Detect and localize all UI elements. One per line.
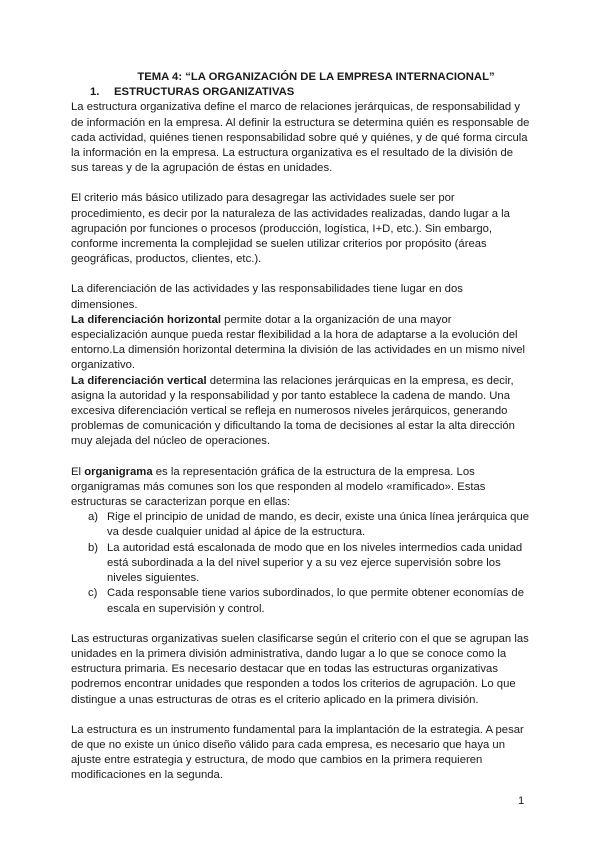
list-marker: c) [88,587,98,600]
text-horizontal: permite dotar a la organización de una mayor especialización aunque pueda restar flexibilidad a la hora de adaptarse a la evolución del entorno.La dimensión horizontal determina la división de las actividades en un mismo nivel organizativo. [71,313,526,372]
list-item-text: Cada responsable tiene varios subordinados, lo que permite obtener economías de escala en supervisión y control. [107,587,524,615]
paragraph-dimensions: La diferenciación de las actividades y las responsabilidades tiene lugar en dos dimensiones. [71,283,463,311]
list-item [71,510,531,540]
section-heading [71,85,531,100]
page-content [71,70,531,784]
page-number: 1 [518,795,525,807]
section-number: 1. [90,86,100,99]
term-horizontal: La diferenciación horizontal [71,313,222,326]
characteristics-list [71,510,531,616]
paragraph-definition: La estructura organizativa define el marco de relaciones jerárquicas, de responsabilidad y de información en la empresa. Al definir la estructura se determina quién es responsable de cada actividad, quiénes tienen responsabilidad sobre qué y quiénes, y de qué forma circula la información en la empresa. La estructura organizativa es el resultado de la división de sus tareas y de la agrupación de éstas en unidades. [71,101,530,175]
list-marker: b) [88,541,99,554]
list-item [71,541,531,587]
paragraph-criteria: El criterio más básico utilizado para desagregar las actividades suele ser por procedimiento, es decir por la naturaleza de las actividades realizadas, dando lugar a la agrupación por funciones o procesos (producción, logística, I+D, etc.). Sin embargo, conforme incrementa la complejidad se suelen utilizar criterios por propósito (áreas geográficas, productos, clientes, etc.). [71,192,510,266]
text-organigrama-start: El [71,465,85,478]
paragraph-horizontal [71,313,531,374]
list-item-text: Rige el principio de unidad de mando, es decir, existe una única línea jerárquica que va desde cualquier unidad al ápice de la estructura. [107,511,530,539]
term-vertical: La diferenciación vertical [71,374,207,387]
paragraph-organigrama [71,465,531,511]
section-title: ESTRUCTURAS ORGANIZATIVAS [114,86,295,99]
document-title: TEMA 4: “LA ORGANIZACIÓN DE LA EMPRESA INTERNACIONAL” [137,71,495,83]
text-vertical: determina las relaciones jerárquicas en la empresa, es decir, asigna la autoridad y la responsabilidad y por tanto establece la cadena de mando. Una excesiva diferenciación vertical se refleja en numerosos niveles jerárquicos, generando problemas de comunicación y dificultando la toma de decisiones al estar la alta dirección muy alejada del núcleo de operaciones. [71,374,515,448]
list-marker: a) [88,511,99,524]
paragraph-classification: Las estructuras organizativas suelen clasificarse según el criterio con el que se agrupan las unidades en la primera división administrativa, dando lugar a lo que se conoce como la estructura primaria. Es necesario destacar que en todas las estructuras organizativas podremos encontrar unidades que responden a todos los criterios de agrupación. Lo que distingue a unas estructuras de otras es el criterio aplicado en la primera división. [71,632,529,706]
list-item-text: La autoridad está escalonada de modo que en los niveles intermedios cada unidad está subordinada a la del nivel superior y a su vez ejerce supervisión sobre los niveles siguientes. [107,541,523,585]
term-organigrama: organigrama [84,465,153,478]
paragraph-strategy: La estructura es un instrumento fundamental para la implantación de la estrategia. A pesar de que no existe un único diseño válido para cada empresa, es necesario que haya un ajuste entre estrategia y estructura, de modo que cambios en la primera requieren modificaciones en la segunda. [71,723,524,782]
list-item [71,586,531,616]
paragraph-vertical [71,374,531,450]
text-organigrama: es la representación gráfica de la estructura de la empresa. Los organigramas más comunes son los que responden al modelo «ramificado». Estas estructuras se caracterizan porque en ellas: [71,465,486,509]
